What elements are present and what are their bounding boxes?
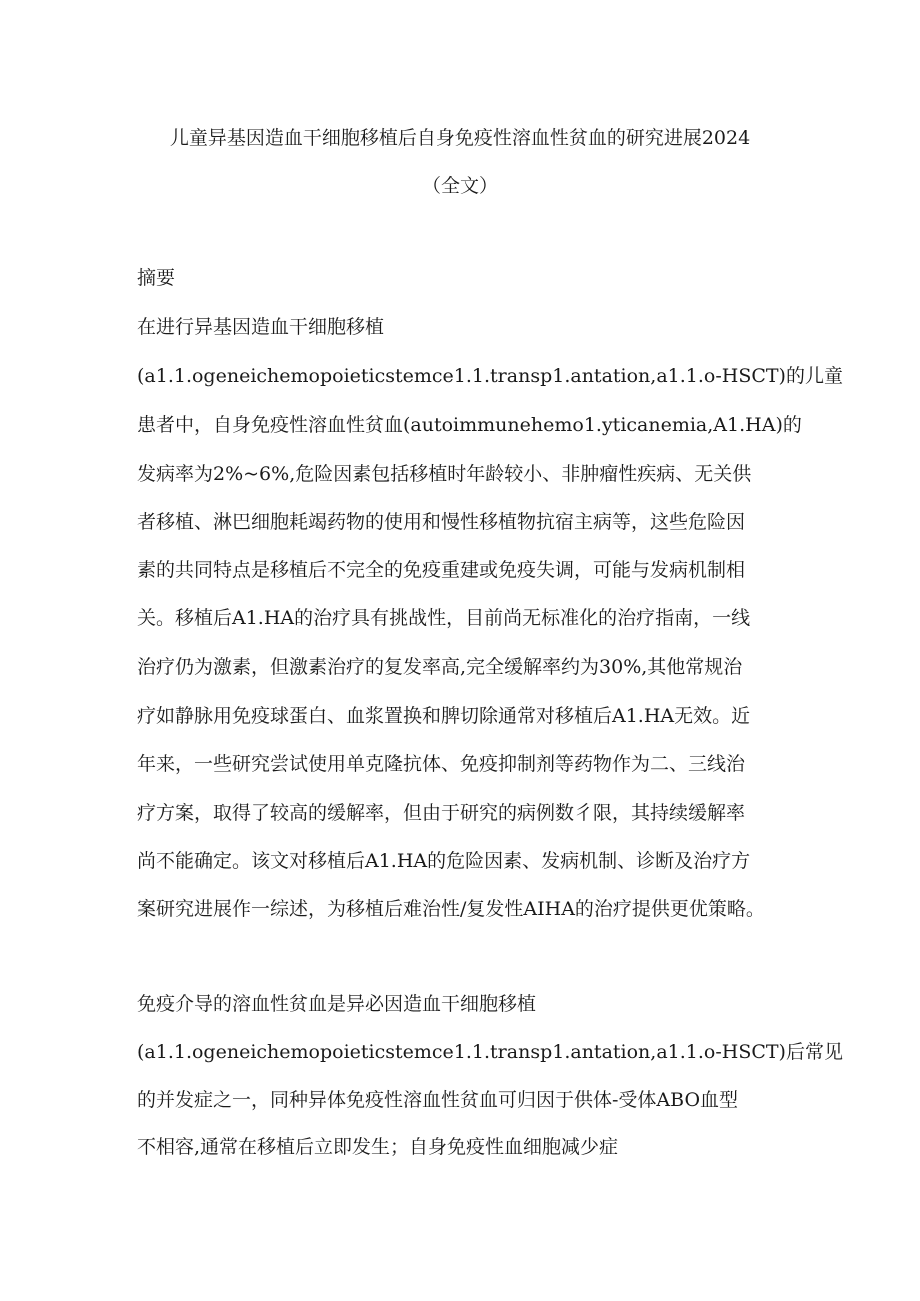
abstract-line: 者移植、淋巴细胞耗竭药物的使用和慢性移植物抗宿主病等，这些危险因: [137, 511, 746, 533]
abstract-line: 关。移植后A1.HA的治疗具有挑战性，目前尚无标准化的治疗指南，一线: [137, 607, 751, 629]
abstract-heading: 摘要: [137, 267, 176, 289]
abstract-line: 发病率为2%~6%,危险因素包括移植时年龄较小、非肿瘤性疾病、无关供: [137, 463, 752, 485]
abstract-line: 尚不能确定。该文对移植后A1.HA的危险因素、发病机制、诊断及治疗方: [137, 850, 751, 872]
abstract-line: 素的共同特点是移植后不完全的免疫重建或免疫失调，可能与发病机制相: [137, 559, 746, 581]
abstract-line: (a1.1.ogeneichemopoieticstemce1.1.transp1.antation,a1.1.o-HSCT)的儿童: [137, 365, 843, 387]
body-line: 不相容,通常在移植后立即发生；自身免疫性血细胞减少症: [137, 1136, 619, 1158]
abstract-line: 在进行异基因造血干细胞移植: [137, 316, 385, 338]
abstract-line: 治疗仍为激素，但激素治疗的复发率高,完全缓解率约为30%,其他常规治: [137, 656, 743, 678]
abstract-line: 患者中，自身免疫性溶血性贫血(autoimmunehemo1.yticanemia,A1.HA)的: [137, 414, 802, 436]
abstract-line: 年来，一些研究尝试使用单克隆抗体、免疫抑制剂等药物作为二、三线治: [137, 753, 746, 775]
document-title-suffix: （全文）: [421, 175, 498, 197]
abstract-line: 疗方案，取得了较高的缓解率，但由于研究的病例数彳限，其持续缓解率: [137, 802, 746, 824]
abstract-line: 案研究进展作一综述，为移植后难治性/复发性AIHA的治疗提供更优策略。: [137, 898, 765, 920]
body-line: (a1.1.ogeneichemopoieticstemce1.1.transp1.antation,a1.1.o-HSCT)后常见: [137, 1041, 843, 1063]
document-title: 儿童异基因造血干细胞移植后自身免疫性溶血性贫血的研究进展2024: [169, 127, 751, 149]
body-line: 的并发症之一，同种异体免疫性溶血性贫血可归因于供体-受体ABO血型: [137, 1089, 739, 1111]
abstract-line: 疗如静脉用免疫球蛋白、血浆置换和脾切除通常对移植后A1.HA无效。近: [137, 705, 751, 727]
body-line: 免疫介导的溶血性贫血是异必因造血干细胞移植: [137, 993, 537, 1015]
